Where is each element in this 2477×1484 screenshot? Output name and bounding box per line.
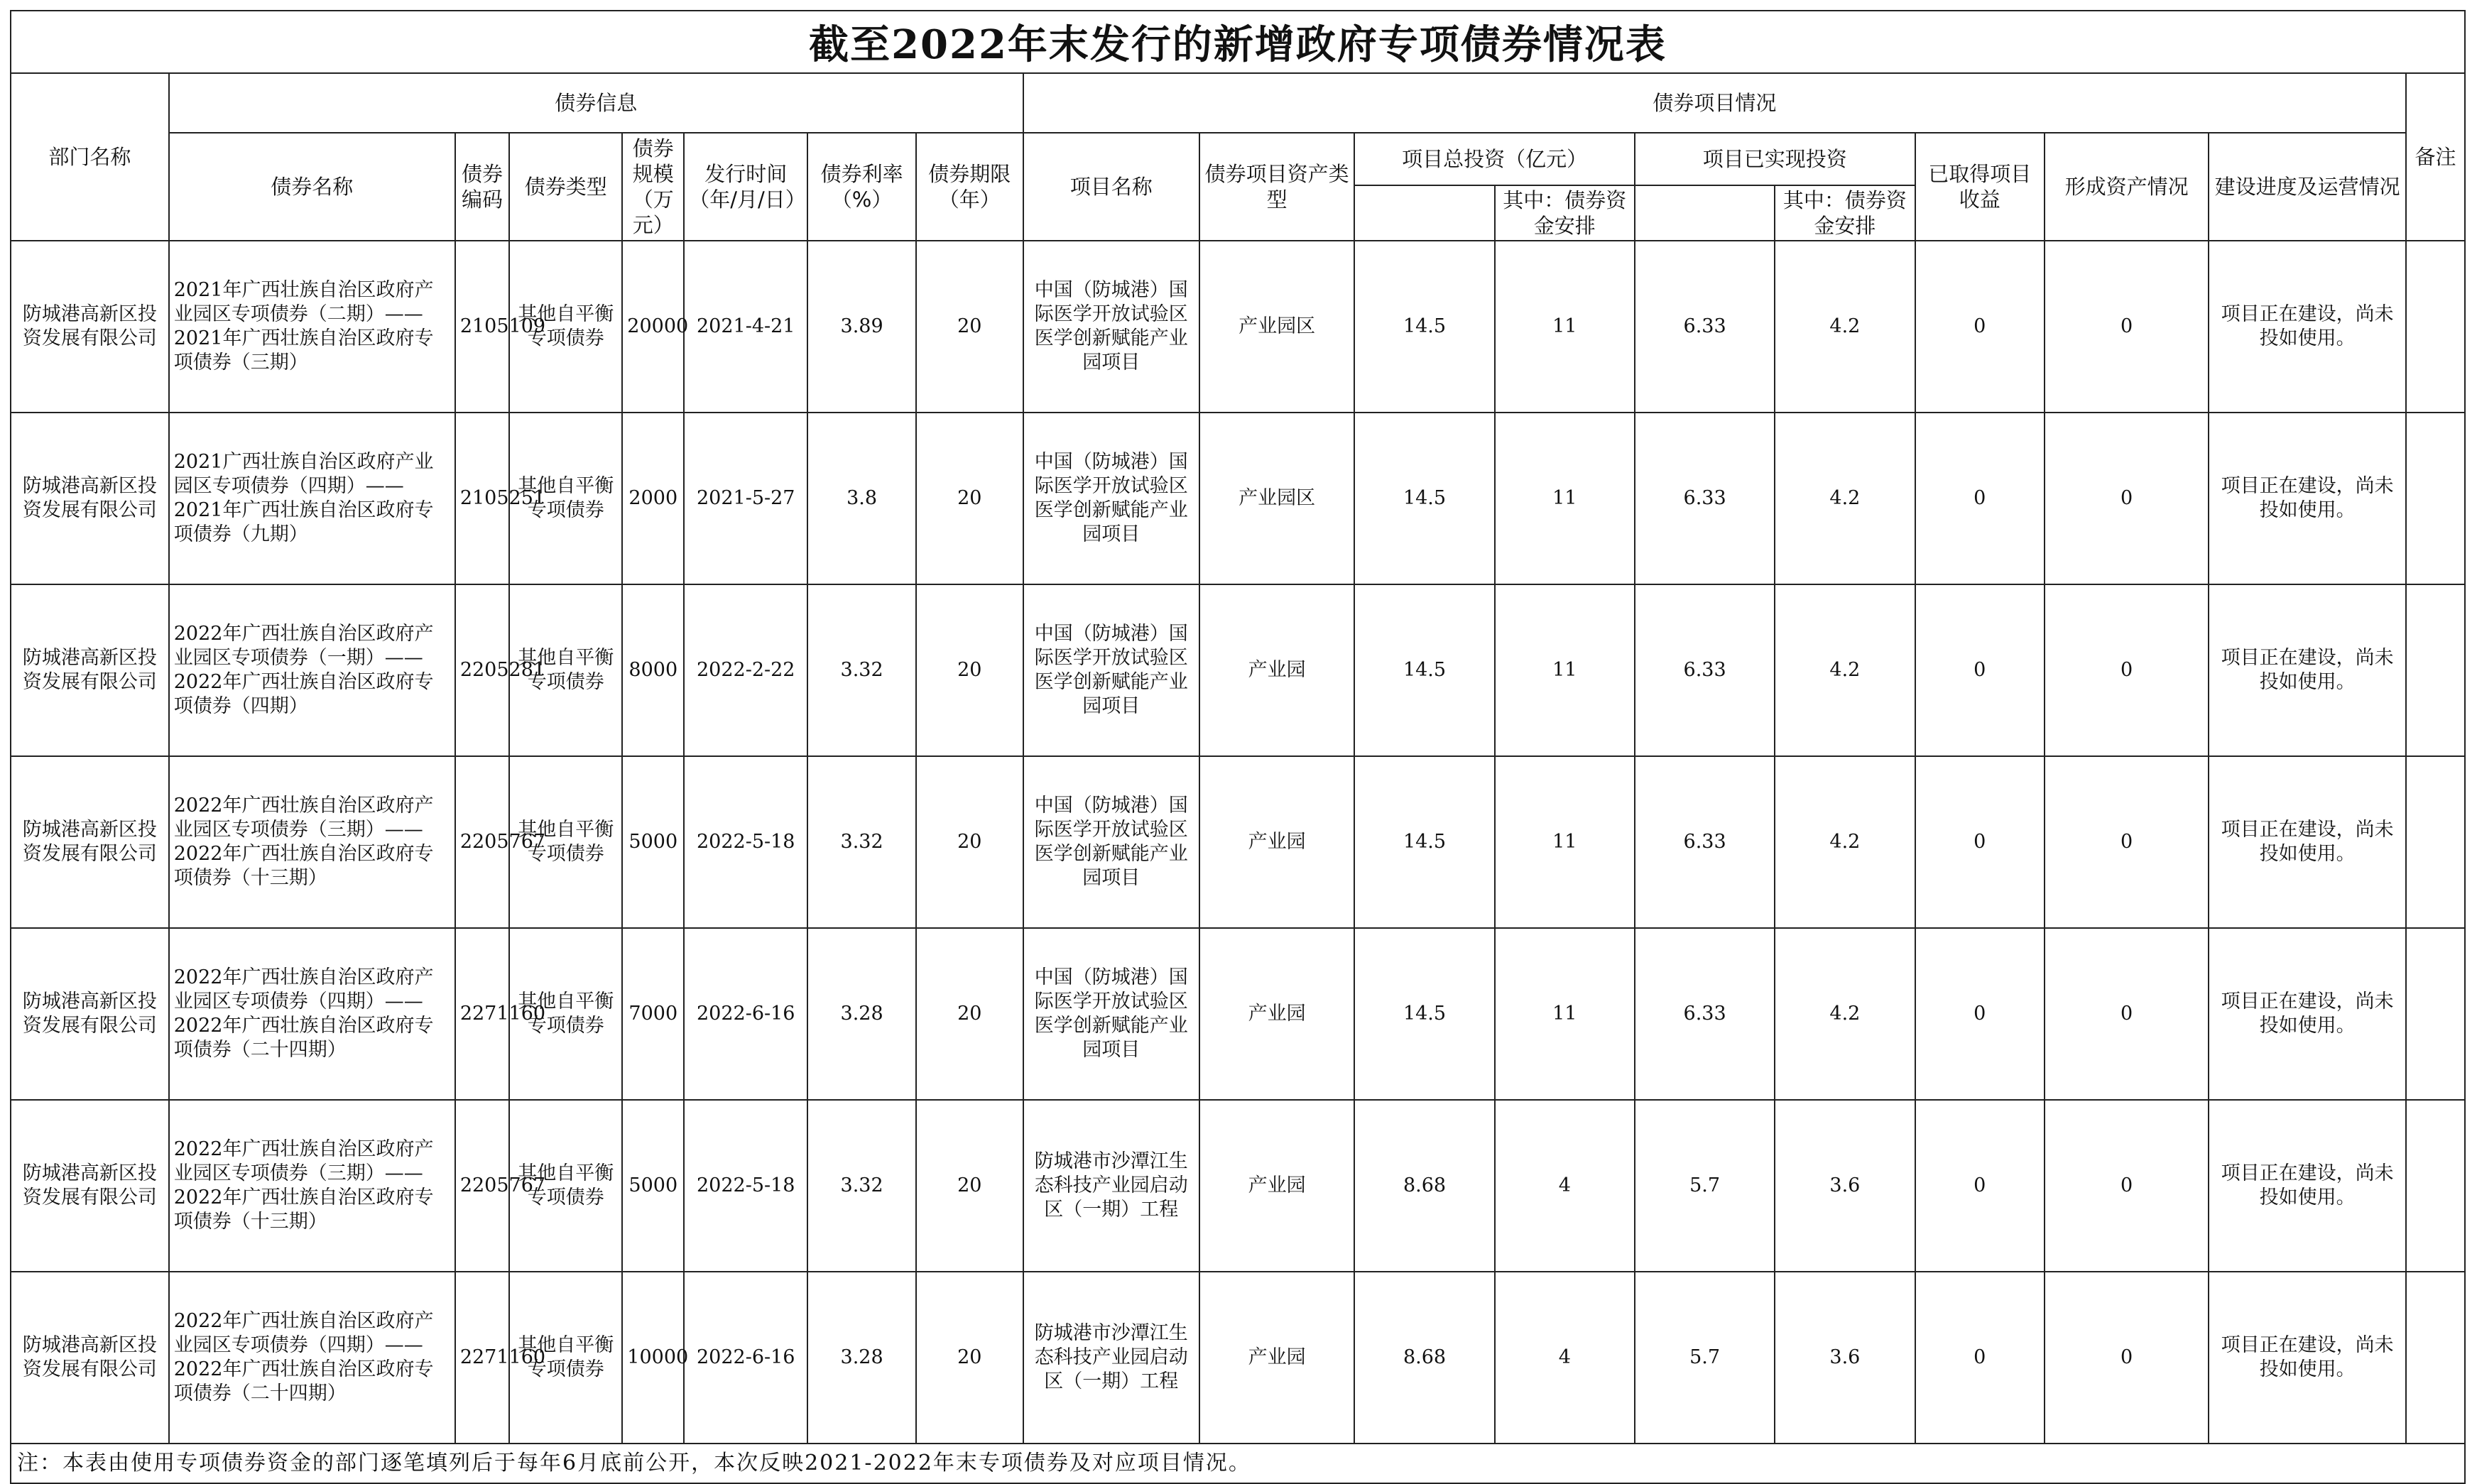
cell-realized-invest: 5.7 (1635, 1100, 1775, 1272)
cell-rate: 3.32 (807, 584, 916, 756)
header-total-blank (1354, 185, 1494, 241)
cell-bond-type: 其他自平衡专项债券 (509, 756, 622, 928)
table-row (11, 584, 2465, 756)
cell-asset-type: 产业园 (1199, 1100, 1355, 1272)
cell-bond-scale: 2000 (622, 413, 684, 584)
cell-bond-type: 其他自平衡专项债券 (509, 584, 622, 756)
cell-bond-name: 2021年广西壮族自治区政府产业园区专项债券（二期）——2021年广西壮族自治区政府专项债券（三期） (169, 241, 455, 413)
table-row (11, 756, 2465, 928)
cell-project-name: 中国（防城港）国际医学开放试验区医学创新赋能产业园项目 (1023, 241, 1199, 413)
cell-asset-type: 产业园 (1199, 756, 1355, 928)
cell-income: 0 (1915, 413, 2045, 584)
cell-total-invest: 14.5 (1354, 584, 1494, 756)
cell-income: 0 (1915, 1100, 2045, 1272)
cell-assets: 0 (2045, 1272, 2209, 1444)
cell-dept: 防城港高新区投资发展有限公司 (11, 241, 169, 413)
cell-issue-date: 2021-4-21 (684, 241, 807, 413)
cell-asset-type: 产业园 (1199, 1272, 1355, 1444)
header-rate: 债券利率（%） (807, 133, 916, 241)
cell-realized-invest: 6.33 (1635, 413, 1775, 584)
header-bond-info: 债券信息 (169, 73, 1023, 133)
cell-assets: 0 (2045, 756, 2209, 928)
header-total-bond-funds: 其中：债券资金安排 (1495, 185, 1635, 241)
header-term: 债券期限（年） (916, 133, 1023, 241)
header-bond-code: 债券编码 (455, 133, 509, 241)
header-bond-type: 债券类型 (509, 133, 622, 241)
cell-total-bond-funds: 4 (1495, 1272, 1635, 1444)
cell-term: 20 (916, 1100, 1023, 1272)
cell-realized-bond-funds: 4.2 (1775, 756, 1915, 928)
header-issue-date: 发行时间（年/月/日） (684, 133, 807, 241)
cell-bond-name: 2022年广西壮族自治区政府产业园区专项债券（一期）——2022年广西壮族自治区政府专项债券（四期） (169, 584, 455, 756)
cell-total-invest: 14.5 (1354, 928, 1494, 1100)
cell-bond-scale: 5000 (622, 1100, 684, 1272)
cell-rate: 3.32 (807, 1100, 916, 1272)
cell-bond-code: 2205767 (455, 756, 509, 928)
cell-bond-code: 2205281 (455, 584, 509, 756)
cell-assets: 0 (2045, 241, 2209, 413)
cell-bond-type: 其他自平衡专项债券 (509, 1100, 622, 1272)
cell-total-bond-funds: 11 (1495, 241, 1635, 413)
bond-table (10, 72, 2466, 1444)
header-income: 已取得项目收益 (1915, 133, 2045, 241)
cell-assets: 0 (2045, 413, 2209, 584)
cell-issue-date: 2022-2-22 (684, 584, 807, 756)
cell-realized-invest: 6.33 (1635, 928, 1775, 1100)
header-bond-scale: 债券规模（万元） (622, 133, 684, 241)
cell-bond-name: 2022年广西壮族自治区政府产业园区专项债券（三期）——2022年广西壮族自治区政府专项债券（十三期） (169, 756, 455, 928)
cell-remark (2406, 756, 2465, 928)
table-row (11, 413, 2465, 584)
cell-bond-scale: 7000 (622, 928, 684, 1100)
cell-remark (2406, 241, 2465, 413)
cell-remark (2406, 1272, 2465, 1444)
cell-income: 0 (1915, 756, 2045, 928)
cell-realized-bond-funds: 4.2 (1775, 928, 1915, 1100)
cell-issue-date: 2022-5-18 (684, 756, 807, 928)
cell-progress: 项目正在建设，尚未投如使用。 (2209, 1272, 2406, 1444)
cell-bond-type: 其他自平衡专项债券 (509, 241, 622, 413)
cell-remark (2406, 1100, 2465, 1272)
header-realized-invest: 项目已实现投资 (1635, 133, 1915, 185)
cell-bond-code: 2271160 (455, 1272, 509, 1444)
cell-income: 0 (1915, 928, 2045, 1100)
cell-total-invest: 14.5 (1354, 756, 1494, 928)
cell-remark (2406, 413, 2465, 584)
bond-table-sheet (10, 10, 2466, 1484)
header-realized-blank (1635, 185, 1775, 241)
cell-rate: 3.8 (807, 413, 916, 584)
cell-income: 0 (1915, 241, 2045, 413)
cell-remark (2406, 928, 2465, 1100)
cell-issue-date: 2022-6-16 (684, 928, 807, 1100)
cell-bond-type: 其他自平衡专项债券 (509, 1272, 622, 1444)
header-assets: 形成资产情况 (2045, 133, 2209, 241)
cell-project-name: 中国（防城港）国际医学开放试验区医学创新赋能产业园项目 (1023, 584, 1199, 756)
cell-asset-type: 产业园区 (1199, 413, 1355, 584)
cell-realized-invest: 5.7 (1635, 1272, 1775, 1444)
cell-total-bond-funds: 11 (1495, 928, 1635, 1100)
cell-dept: 防城港高新区投资发展有限公司 (11, 1100, 169, 1272)
cell-income: 0 (1915, 1272, 2045, 1444)
header-realized-bond-funds: 其中：债券资金安排 (1775, 185, 1915, 241)
cell-assets: 0 (2045, 584, 2209, 756)
cell-project-name: 中国（防城港）国际医学开放试验区医学创新赋能产业园项目 (1023, 756, 1199, 928)
header-bond-name: 债券名称 (169, 133, 455, 241)
table-row (11, 1100, 2465, 1272)
cell-realized-bond-funds: 4.2 (1775, 241, 1915, 413)
cell-project-name: 防城港市沙潭江生态科技产业园启动区（一期）工程 (1023, 1100, 1199, 1272)
cell-bond-name: 2022年广西壮族自治区政府产业园区专项债券（三期）——2022年广西壮族自治区政府专项债券（十三期） (169, 1100, 455, 1272)
cell-progress: 项目正在建设，尚未投如使用。 (2209, 756, 2406, 928)
cell-progress: 项目正在建设，尚未投如使用。 (2209, 584, 2406, 756)
cell-bond-code: 2271160 (455, 928, 509, 1100)
cell-total-bond-funds: 11 (1495, 584, 1635, 756)
cell-progress: 项目正在建设，尚未投如使用。 (2209, 413, 2406, 584)
cell-remark (2406, 584, 2465, 756)
cell-progress: 项目正在建设，尚未投如使用。 (2209, 928, 2406, 1100)
cell-total-bond-funds: 11 (1495, 756, 1635, 928)
cell-rate: 3.28 (807, 928, 916, 1100)
cell-assets: 0 (2045, 1100, 2209, 1272)
cell-income: 0 (1915, 584, 2045, 756)
cell-rate: 3.89 (807, 241, 916, 413)
cell-progress: 项目正在建设，尚未投如使用。 (2209, 1100, 2406, 1272)
cell-bond-name: 2021广西壮族自治区政府产业园区专项债券（四期）——2021年广西壮族自治区政府专项债券（九期） (169, 413, 455, 584)
cell-asset-type: 产业园 (1199, 928, 1355, 1100)
cell-assets: 0 (2045, 928, 2209, 1100)
header-project-info: 债券项目情况 (1023, 73, 2406, 133)
table-row (11, 1272, 2465, 1444)
cell-bond-code: 2105251 (455, 413, 509, 584)
cell-total-invest: 8.68 (1354, 1100, 1494, 1272)
cell-term: 20 (916, 584, 1023, 756)
header-dept: 部门名称 (11, 73, 169, 241)
cell-project-name: 防城港市沙潭江生态科技产业园启动区（一期）工程 (1023, 1272, 1199, 1444)
cell-dept: 防城港高新区投资发展有限公司 (11, 756, 169, 928)
header-remarks: 备注 (2406, 73, 2465, 241)
cell-term: 20 (916, 756, 1023, 928)
cell-bond-scale: 10000 (622, 1272, 684, 1444)
cell-bond-name: 2022年广西壮族自治区政府产业园区专项债券（四期）——2022年广西壮族自治区政府专项债券（二十四期） (169, 1272, 455, 1444)
cell-bond-type: 其他自平衡专项债券 (509, 928, 622, 1100)
table-footnote: 注：本表由使用专项债券资金的部门逐笔填列后于每年6月底前公开，本次反映2021-2022年末专项债券及对应项目情况。 (10, 1444, 2466, 1484)
cell-term: 20 (916, 928, 1023, 1100)
cell-issue-date: 2022-6-16 (684, 1272, 807, 1444)
cell-dept: 防城港高新区投资发展有限公司 (11, 584, 169, 756)
cell-dept: 防城港高新区投资发展有限公司 (11, 928, 169, 1100)
cell-rate: 3.28 (807, 1272, 916, 1444)
cell-term: 20 (916, 1272, 1023, 1444)
cell-issue-date: 2022-5-18 (684, 1100, 807, 1272)
header-progress: 建设进度及运营情况 (2209, 133, 2406, 241)
cell-dept: 防城港高新区投资发展有限公司 (11, 413, 169, 584)
cell-realized-invest: 6.33 (1635, 241, 1775, 413)
header-project-name: 项目名称 (1023, 133, 1199, 241)
cell-term: 20 (916, 241, 1023, 413)
cell-bond-name: 2022年广西壮族自治区政府产业园区专项债券（四期）——2022年广西壮族自治区政府专项债券（二十四期） (169, 928, 455, 1100)
cell-total-invest: 14.5 (1354, 241, 1494, 413)
cell-bond-scale: 5000 (622, 756, 684, 928)
cell-realized-bond-funds: 4.2 (1775, 584, 1915, 756)
cell-total-invest: 14.5 (1354, 413, 1494, 584)
cell-bond-scale: 8000 (622, 584, 684, 756)
cell-dept: 防城港高新区投资发展有限公司 (11, 1272, 169, 1444)
cell-total-bond-funds: 11 (1495, 413, 1635, 584)
cell-realized-bond-funds: 3.6 (1775, 1100, 1915, 1272)
cell-realized-invest: 6.33 (1635, 756, 1775, 928)
cell-realized-bond-funds: 3.6 (1775, 1272, 1915, 1444)
header-total-invest: 项目总投资（亿元） (1354, 133, 1635, 185)
cell-progress: 项目正在建设，尚未投如使用。 (2209, 241, 2406, 413)
cell-realized-invest: 6.33 (1635, 584, 1775, 756)
table-row (11, 241, 2465, 413)
cell-project-name: 中国（防城港）国际医学开放试验区医学创新赋能产业园项目 (1023, 928, 1199, 1100)
cell-realized-bond-funds: 4.2 (1775, 413, 1915, 584)
cell-total-invest: 8.68 (1354, 1272, 1494, 1444)
cell-total-bond-funds: 4 (1495, 1100, 1635, 1272)
cell-bond-scale: 20000 (622, 241, 684, 413)
cell-bond-code: 2205767 (455, 1100, 509, 1272)
cell-bond-type: 其他自平衡专项债券 (509, 413, 622, 584)
table-title: 截至2022年末发行的新增政府专项债券情况表 (10, 10, 2466, 72)
cell-rate: 3.32 (807, 756, 916, 928)
cell-asset-type: 产业园 (1199, 584, 1355, 756)
cell-issue-date: 2021-5-27 (684, 413, 807, 584)
cell-bond-code: 2105109 (455, 241, 509, 413)
cell-asset-type: 产业园区 (1199, 241, 1355, 413)
cell-project-name: 中国（防城港）国际医学开放试验区医学创新赋能产业园项目 (1023, 413, 1199, 584)
cell-term: 20 (916, 413, 1023, 584)
header-asset-type: 债券项目资产类型 (1199, 133, 1355, 241)
table-row (11, 928, 2465, 1100)
